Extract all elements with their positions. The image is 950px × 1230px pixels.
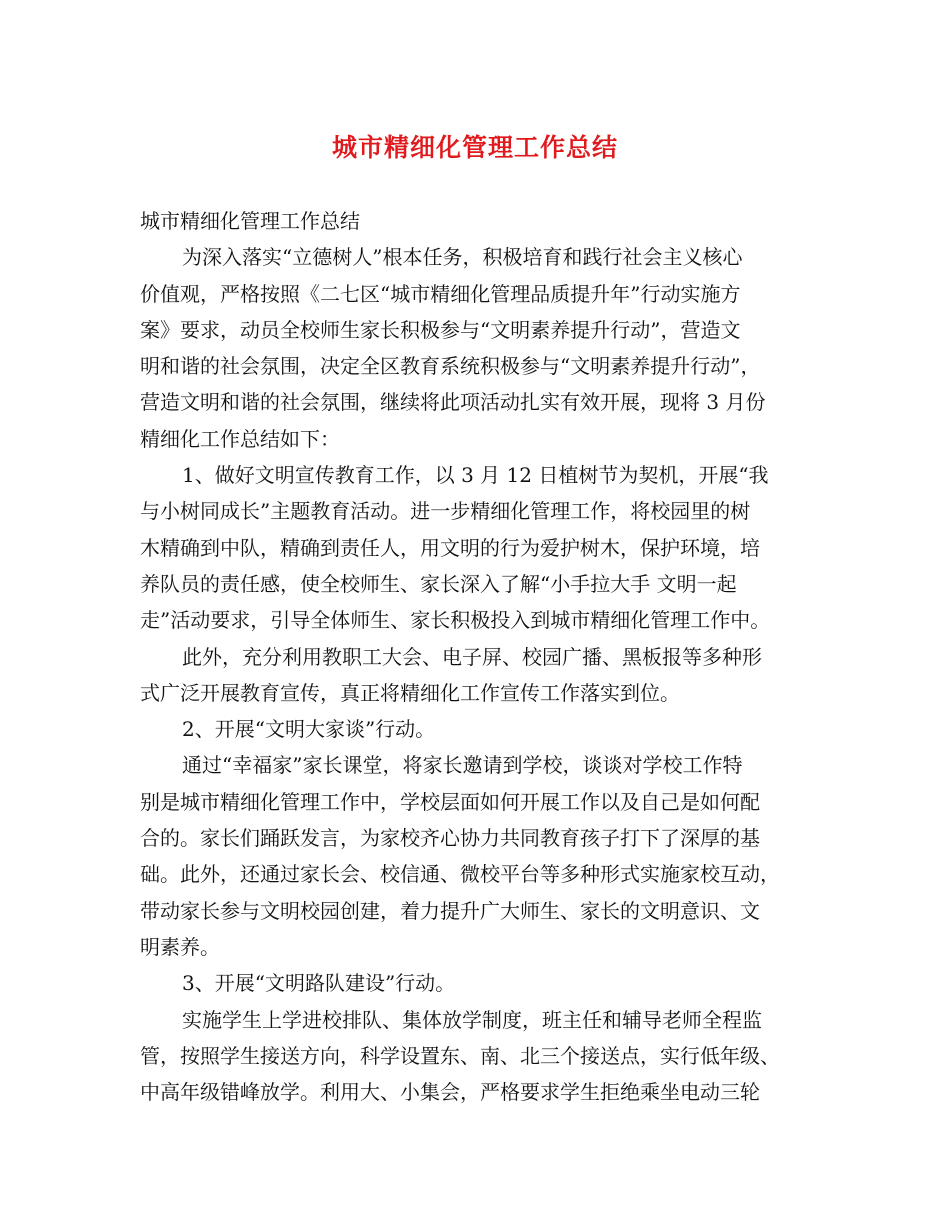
text-line: 础。此外，还通过家长会、校信通、微校平台等多种形式实施家校互动， [140,862,780,887]
text-line: 营造文明和谐的社会氛围，继续将此项活动扎实有效开展，现将 3 月份 [140,390,766,415]
text-line: 走”活动要求，引导全体师生、家长积极投入到城市精细化管理工作中。 [140,608,771,633]
text-line: 2、开展“文明大家谈”行动。 [182,717,436,742]
text-line: 城市精细化管理工作总结 [140,209,360,233]
text-line: 管，按照学生接送方向，科学设置东、南、北三个接送点，实行低年级、 [140,1043,780,1068]
text-line: 此外，充分利用教职工大会、电子屏、校园广播、黑板报等多种形 [182,644,762,669]
text-line: 明和谐的社会氛围，决定全区教育系统积极参与“文明素养提升行动”， [140,354,761,379]
text-line: 带动家长参与文明校园创建，着力提升广大师生、家长的文明意识、文 [140,898,760,923]
text-line: 养队员的责任感，使全校师生、家长深入了解“小手拉大手 文明一起 [140,571,737,596]
text-line: 3、开展“文明路队建设”行动。 [182,971,456,996]
text-line: 1、做好文明宣传教育工作，以 3 月 12 日植树节为契机，开展“我 [182,463,769,488]
text-line: 式广泛开展教育宣传，真正将精细化工作宣传工作落实到位。 [140,680,680,705]
text-line: 明素养。 [140,934,220,959]
document-title: 城市精细化管理工作总结 [331,133,618,162]
text-line: 与小树同成长”主题教育活动。进一步精细化管理工作，将校园里的树 [140,499,751,524]
document-body [140,203,812,1110]
text-line: 木精确到中队，精确到责任人，用文明的行为爱护树木，保护环境，培 [140,535,760,560]
text-line: 中高年级错峰放学。利用大、小集会，严格要求学生拒绝乘坐电动三轮 [140,1080,760,1105]
text-line: 案》要求，动员全校师生家长积极参与“文明素养提升行动”，营造文 [140,317,741,342]
text-line: 合的。家长们踊跃发言，为家校齐心协力共同教育孩子打下了深厚的基 [140,826,760,851]
text-line: 通过“幸福家”家长课堂，将家长邀请到学校，谈谈对学校工作特 [182,753,743,778]
text-line: 为深入落实“立德树人”根本任务，积极培育和践行社会主义核心 [182,245,743,270]
text-line: 精细化工作总结如下： [140,426,340,451]
text-line: 别是城市精细化管理工作中，学校层面如何开展工作以及自己是如何配 [140,789,760,814]
text-line: 实施学生上学进校排队、集体放学制度，班主任和辅导老师全程监 [182,1007,762,1032]
text-line: 价值观，严格按照《二七区“城市精细化管理品质提升年”行动实施方 [140,281,741,306]
